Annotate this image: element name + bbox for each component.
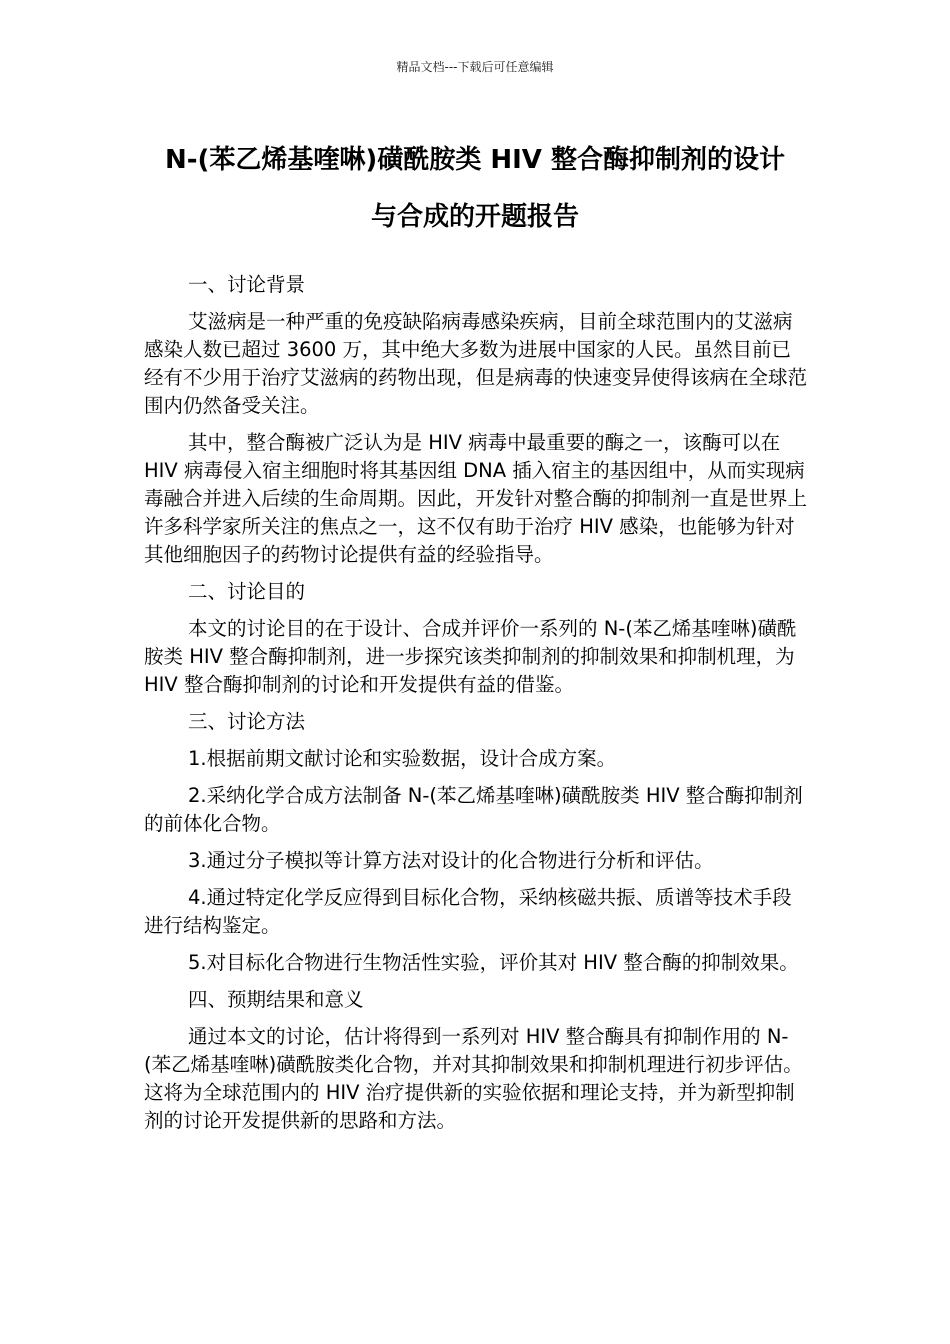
paragraph-purpose: 本文的讨论目的在于设计、合成并评价一系列的 N-(苯乙烯基喹啉)磺酰胺类 HIV 整合酶抑制剂，进一步探究该类抑制剂的抑制效果和抑制机理，为 HIV 整合酶抑制剂的讨论和开发提供有益的借鉴。: [144, 617, 797, 696]
section-heading-methods: 三、讨论方法: [188, 710, 306, 733]
document-body: [144, 271, 808, 1144]
method-item-3: 3.通过分子模拟等计算方法对设计的化合物进行分析和评估。: [188, 849, 714, 872]
method-item-4: 4.通过特定化学反应得到目标化合物，采纳核磁共振、质谱等技术手段进行结构鉴定。: [144, 886, 792, 937]
section-heading-background: 一、讨论背景: [188, 273, 306, 296]
paragraph-expected-results: 通过本文的讨论，估计将得到一系列对 HIV 整合酶具有抑制作用的 N-(苯乙烯基喹啉)磺酰胺类化合物，并对其抑制效果和抑制机理进行初步评估。这将为全球范围内的 HIV 治疗提供新的实验依据和理论支持，并为新型抑制剂的讨论开发提供新的思路和方法。: [144, 1025, 803, 1132]
document-title-line-1: N-(苯乙烯基喹啉)磺酰胺类 HIV 整合酶抑制剂的设计: [165, 145, 785, 175]
page-header-note: 精品文档---下载后可任意编辑: [396, 60, 554, 74]
section-heading-expected-results: 四、预期结果和意义: [188, 988, 364, 1011]
document-title-line-2: 与合成的开题报告: [370, 202, 579, 232]
paragraph-background-2: 其中，整合酶被广泛认为是 HIV 病毒中最重要的酶之一，该酶可以在 HIV 病毒侵入宿主细胞时将其基因组 DNA 插入宿主的基因组中，从而实现病毒融合并进入后续的生命周期。因此，开发针对整合酶的抑制剂一直是世界上许多科学家所关注的焦点之一，这不仅有助于治疗 HIV 感染，也能够为针对其他细胞因子的药物讨论提供有益的经验指导。: [144, 431, 808, 566]
method-item-1: 1.根据前期文献讨论和实验数据，设计合成方案。: [188, 747, 617, 770]
paragraph-background-1: 艾滋病是一种严重的免疫缺陷病毒感染疾病，目前全球范围内的艾滋病感染人数已超过 3600 万，其中绝大多数为进展中国家的人民。虽然目前已经有不少用于治疗艾滋病的药物出现，但是病毒的快速变异使得该病在全球范围内仍然备受关注。: [144, 310, 808, 417]
method-item-2: 2.采纳化学合成方法制备 N-(苯乙烯基喹啉)磺酰胺类 HIV 整合酶抑制剂的前体化合物。: [144, 784, 803, 835]
method-item-5: 5.对目标化合物进行生物活性实验，评价其对 HIV 整合酶的抑制效果。: [188, 951, 799, 974]
section-heading-purpose: 二、讨论目的: [188, 580, 306, 603]
